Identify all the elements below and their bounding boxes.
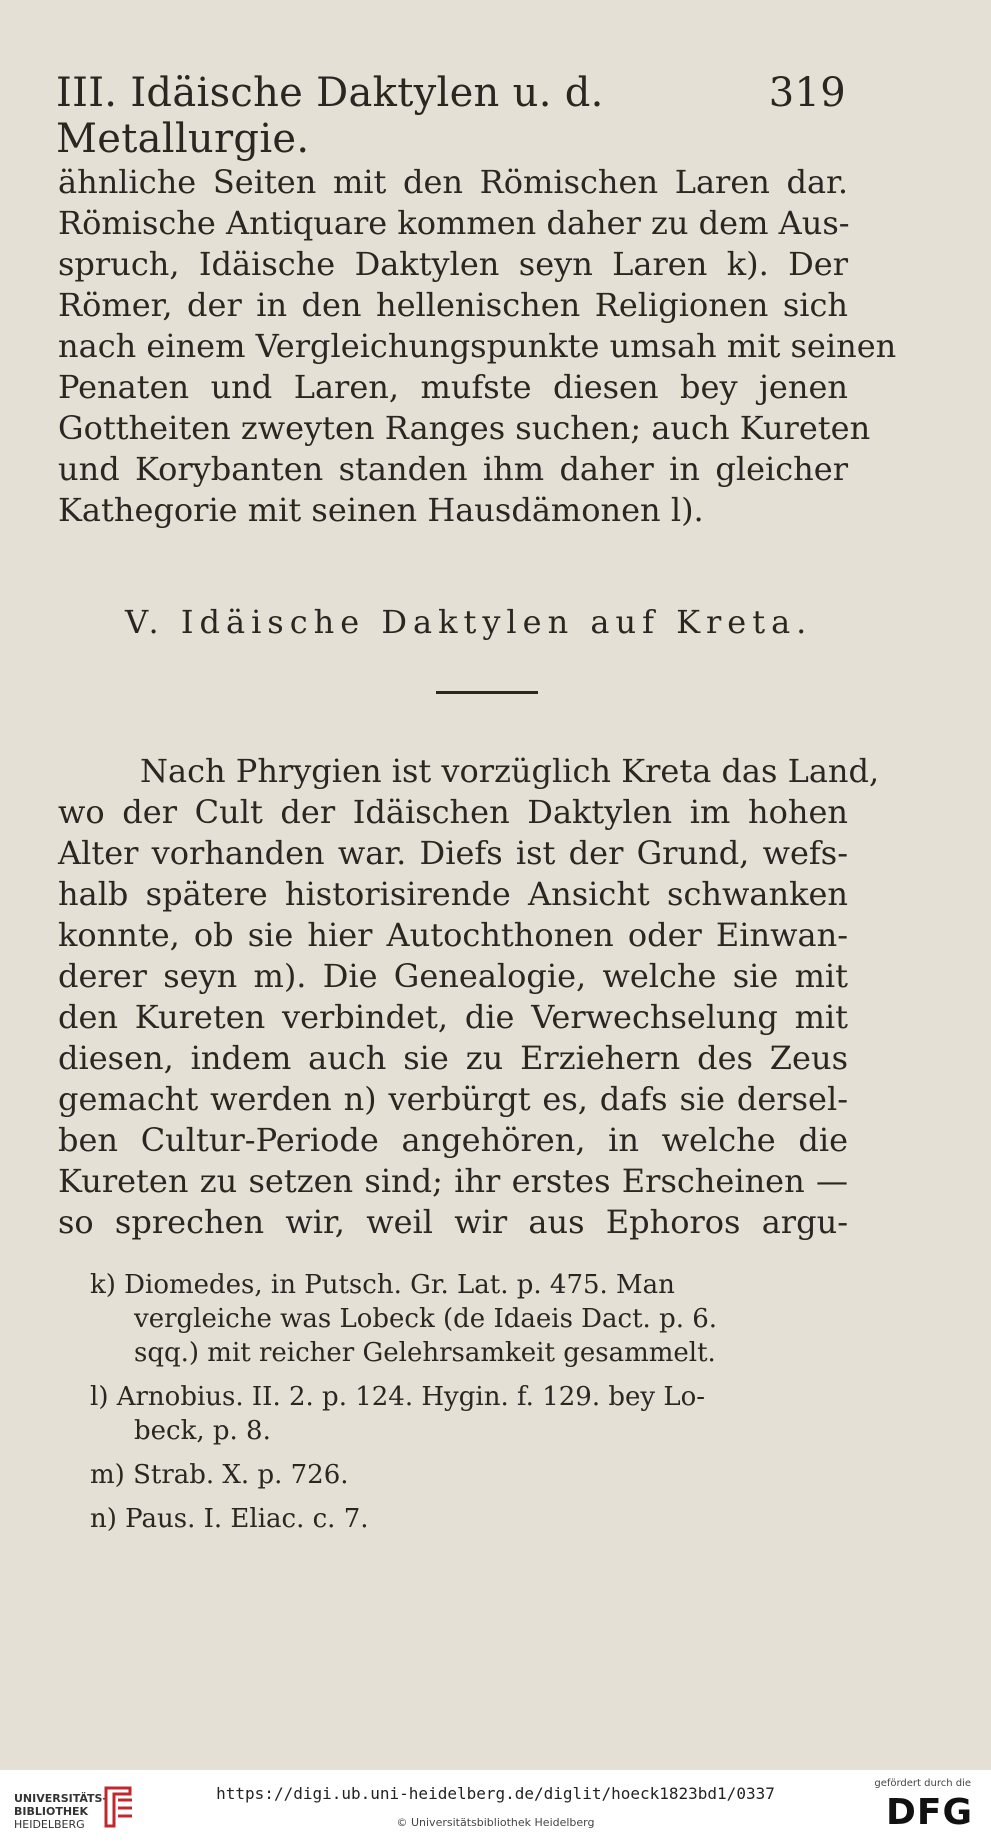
footnote-k-line: k) Diomedes, in Putsch. Gr. Lat. p. 475. Man — [90, 1270, 675, 1300]
permalink-url[interactable]: https://digi.ub.uni-heidelberg.de/diglit/hoeck1823bd1/0337 — [216, 1784, 775, 1803]
text-line: so sprechen wir, weil wir aus Ephoros argu- — [58, 1203, 848, 1241]
paragraph-1 — [58, 162, 897, 531]
footnote-l-line: beck, p. 8. — [134, 1416, 271, 1446]
library-name-line: BIBLIOTHEK — [14, 1805, 89, 1818]
text-line: Nach Phrygien ist vorzüglich Kreta das Land, — [140, 752, 880, 790]
copyright-text: © Universitätsbibliothek Heidelberg — [396, 1816, 595, 1829]
funding-note: gefördert durch die — [874, 1778, 971, 1789]
text-line: Römer, der in den hellenischen Religionen sich — [58, 286, 848, 324]
dfg-logo: DFG — [885, 1792, 973, 1833]
footnote-m-line: m) Strab. X. p. 726. — [90, 1460, 349, 1490]
text-line: Gottheiten zweyten Ranges suchen; auch Kureten — [58, 409, 871, 447]
text-line: Penaten und Laren, mufste diesen bey jenen — [58, 368, 848, 406]
text-line: konnte, ob sie hier Autochthonen oder Einwan- — [58, 916, 848, 954]
text-line: Kureten zu setzen sind; ihr erstes Erscheinen — — [58, 1162, 848, 1200]
footnote-k-line: vergleiche was Lobeck (de Idaeis Dact. p. 6. — [134, 1304, 718, 1334]
section-heading: V. Idäische Daktylen auf Kreta. — [125, 603, 813, 641]
text-line: und Korybanten standen ihm daher in gleicher — [58, 450, 848, 488]
text-line: Römische Antiquare kommen daher zu dem Aus- — [58, 204, 850, 242]
text-line: Kathegorie mit seinen Hausdämonen l). — [58, 491, 704, 529]
running-header — [56, 70, 846, 162]
footnote-k-line: sqq.) mit reicher Gelehrsamkeit gesammelt. — [134, 1338, 716, 1368]
text-line: ähnliche Seiten mit den Römischen Laren dar. — [58, 163, 848, 201]
footnotes — [90, 1268, 850, 1536]
text-line: gemacht werden n) verbürgt es, dafs sie dersel- — [58, 1080, 848, 1118]
text-line: Alter vorhanden war. Diefs ist der Grund, wefs- — [58, 834, 848, 872]
paragraph-2 — [58, 751, 880, 1243]
library-name-line: UNIVERSITÄTS- — [14, 1792, 108, 1805]
text-line: derer seyn m). Die Genealogie, welche sie mit — [58, 957, 848, 995]
text-line: ben Cultur-Periode angehören, in welche die — [58, 1121, 848, 1159]
text-line: halb spätere historisirende Ansicht schwanken — [58, 875, 848, 913]
text-line: diesen, indem auch sie zu Erziehern des Zeus — [58, 1039, 848, 1077]
footnote-n-line: n) Paus. I. Eliac. c. 7. — [90, 1504, 369, 1534]
page-number: 319 — [768, 70, 846, 116]
running-header-title: III. Idäische Daktylen u. d. Metallurgie. — [56, 70, 604, 162]
library-name-line: HEIDELBERG — [14, 1818, 85, 1831]
footnote-l-line: l) Arnobius. II. 2. p. 124. Hygin. f. 129. bey Lo- — [90, 1382, 706, 1412]
text-line: wo der Cult der Idäischen Daktylen im hohen — [58, 793, 848, 831]
text-line: spruch, Idäische Daktylen seyn Laren k). Der — [58, 245, 848, 283]
viewer-footer — [0, 1770, 991, 1842]
section-divider — [436, 691, 538, 694]
text-line: den Kureten verbindet, die Verwechselung mit — [58, 998, 848, 1036]
text-line: nach einem Vergleichungspunkte umsah mit seinen — [58, 327, 897, 365]
